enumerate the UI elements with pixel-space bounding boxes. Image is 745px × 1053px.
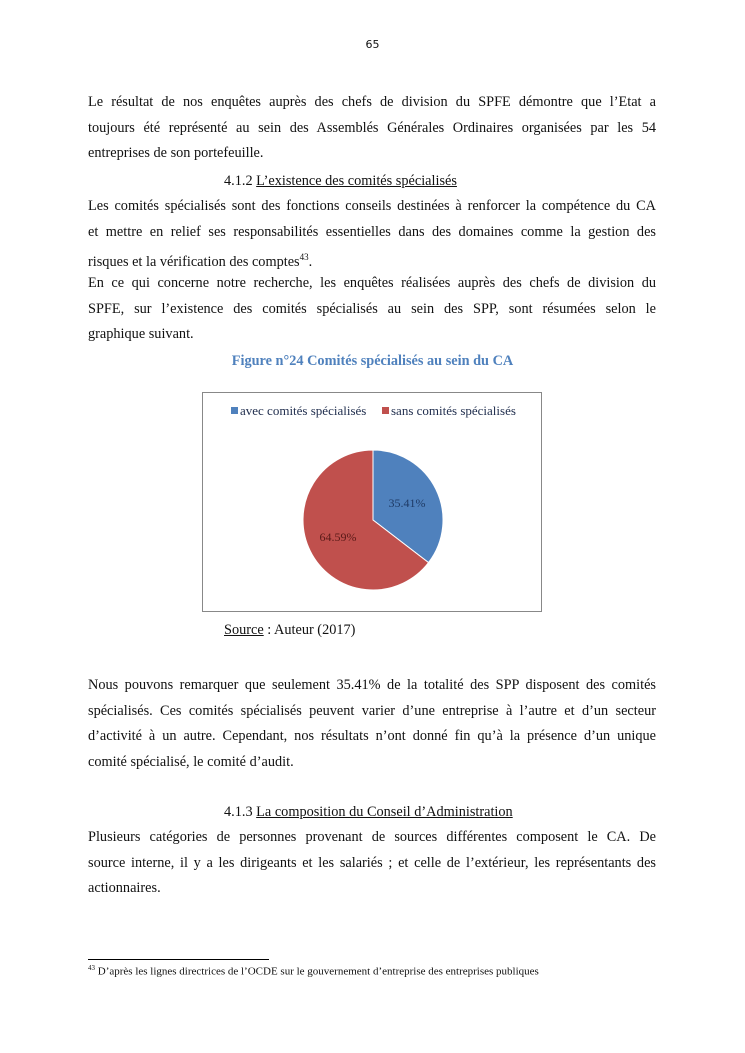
paragraph-4 [88,673,656,775]
text-line: Les comités spécialisés sont des fonctions conseils destinées à renforcer la compétence du CA [88,198,656,214]
section-heading-4-1-3 [224,802,513,822]
text-line: Nous pouvons remarquer que seulement 35.41% de la totalité des SPP disposent des comités [88,677,656,693]
pie-chart-svg [203,393,541,611]
text-line: graphique suivant. [88,326,194,343]
footnote-separator [88,959,269,960]
footnote-ref[interactable]: 43 [299,252,309,263]
pie-chart [202,392,542,612]
text-line: En ce qui concerne notre recherche, les enquêtes réalisées auprès des chefs de division du [88,275,656,291]
heading-title: La composition du Conseil d’Administration [256,804,513,820]
paragraph-1 [88,90,656,167]
heading-number: 4.1.3 [224,804,253,820]
text-line: comité spécialisé, le comité d’audit. [88,753,294,770]
text-line: Plusieurs catégories de personnes provenant de sources différentes composent le CA. De [88,829,656,845]
text-line: actionnaires. [88,880,161,897]
paragraph-2 [88,194,656,271]
text: risques et la vérification des comptes [88,253,300,270]
data-label-avec: 35.41% [388,495,426,510]
page-number: 65 [365,38,380,51]
footnote-number: 43 [88,964,95,972]
text-line: SPFE, sur l’existence des comités spécialisés au sein des SPP, sont résumées selon le [88,300,656,317]
figure-title: Figure n°24 Comités spécialisés au sein du CA [231,353,514,369]
text-line: Le résultat de nos enquêtes auprès des chefs de division du SPFE démontre que l’Etat a [88,94,656,110]
footnote-text: D’après les lignes directrices de l’OCDE sur le gouvernement d’entreprise des entreprises publiques [95,965,539,978]
paragraph-3 [88,271,656,348]
text: . [308,253,313,270]
text-line: et mettre en relief ses responsabilités essentielles dans des domaines comme la gestion des [88,223,656,240]
legend-swatch-avec [231,407,238,414]
text-line: entreprises de son portefeuille. [88,145,264,162]
figure-source [224,622,355,639]
paragraph-5 [88,825,656,902]
section-heading-4-1-2 [224,171,457,191]
data-label-sans: 64.59% [319,530,357,545]
text-line: d’activité à un autre. Cependant, nos résultats n’ont donné fin qu’à la présence d’un unique [88,728,656,745]
source-label: Source [224,622,264,638]
text-line: source interne, il y a les dirigeants et les salariés ; et celle de l’extérieur, les représentants des [88,854,656,871]
text-line: spécialisés. Ces comités spécialisés peuvent varier d’une entreprise à l’autre et d’un secteur [88,702,656,719]
text-line: toujours été représenté au sein des Assemblés Générales Ordinaires organisées par les 54 [88,119,656,136]
text-line [88,245,656,271]
legend-label-sans: sans comités spécialisés [391,403,516,418]
legend-label-avec: avec comités spécialisés [240,403,367,418]
footnote [88,964,539,978]
legend-swatch-sans [382,407,389,414]
source-text: : Auteur (2017) [263,622,356,638]
heading-title: L’existence des comités spécialisés [256,173,457,189]
heading-number: 4.1.2 [224,173,253,189]
